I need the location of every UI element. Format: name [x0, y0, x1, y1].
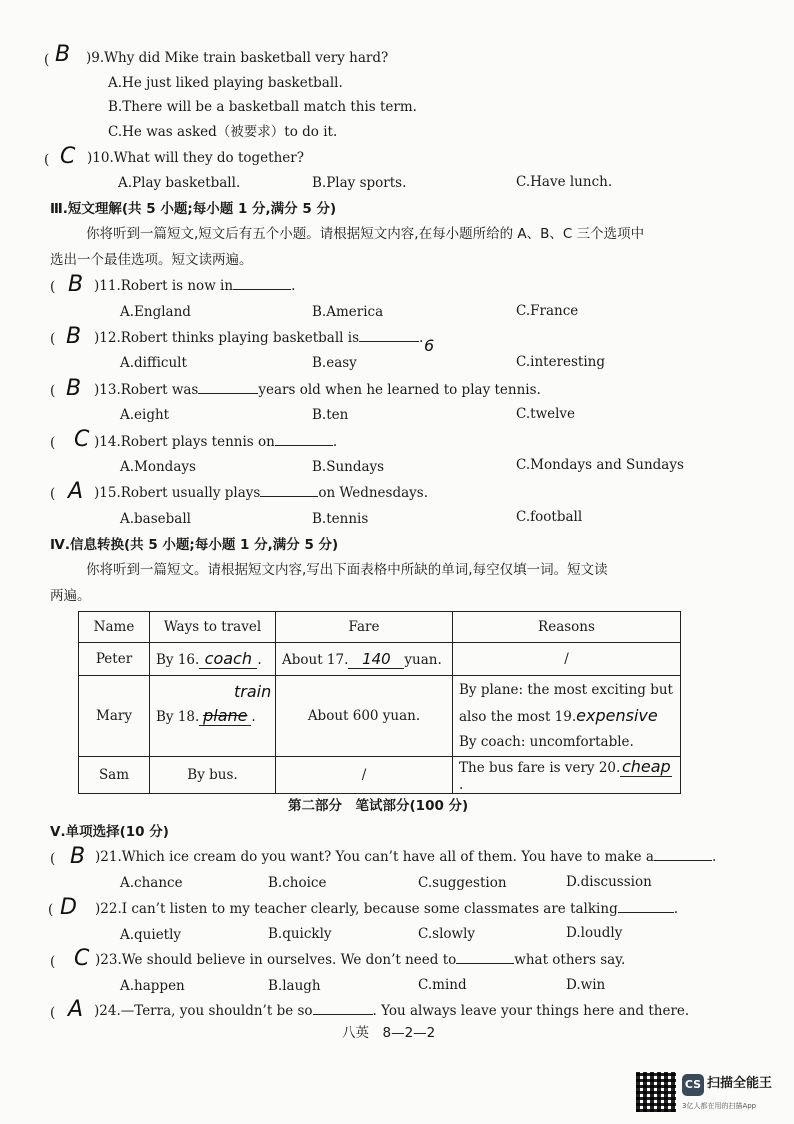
handwritten-answer: B: [66, 376, 82, 401]
option: D.win: [566, 977, 606, 993]
question-stem: [94, 278, 295, 294]
paren: (: [50, 851, 56, 867]
scanner-logo-icon: CS: [682, 1074, 704, 1096]
answer-blank: [313, 1014, 373, 1015]
section-title: Ⅴ.单项选择(10 分): [50, 824, 169, 840]
option: C.France: [516, 303, 579, 319]
stem-text: .: [419, 330, 424, 346]
option: C.He was asked（被要求）to do it.: [108, 124, 338, 140]
cell-text: The bus fare is very 20.: [459, 760, 621, 776]
paren: (: [50, 331, 56, 347]
option: B.tennis: [312, 511, 369, 527]
handwritten-answer: B: [70, 844, 86, 869]
table-row: [79, 643, 681, 676]
stem-text: on Wednesdays.: [318, 485, 428, 501]
question-stem: [94, 485, 428, 501]
paren: (: [48, 902, 54, 918]
option: B.There will be a basketball match this term.: [108, 99, 417, 115]
question-stem: [94, 330, 423, 346]
stem-text: .: [673, 901, 679, 917]
paren: (: [50, 954, 56, 970]
header-cell: Ways to travel: [150, 612, 276, 643]
option: D.discussion: [566, 874, 652, 890]
question-stem: [95, 952, 625, 968]
paren: (: [50, 279, 56, 295]
info-table: [78, 611, 681, 794]
option: B.America: [312, 304, 384, 320]
answer-blank: [654, 860, 712, 861]
question-stem: [94, 434, 337, 450]
reason-line: [459, 703, 674, 730]
option: C.interesting: [516, 354, 606, 370]
name-cell: Sam: [79, 757, 150, 794]
option: A.Mondays: [120, 459, 196, 475]
answer-blank: [260, 496, 318, 497]
reason-cell: The bus fare is very 20. cheap.: [453, 757, 681, 794]
option: D.loudly: [566, 925, 623, 941]
option: A.quietly: [120, 927, 182, 943]
reason-line: By coach: uncomfortable.: [459, 733, 634, 750]
reason-cell: [453, 676, 681, 757]
header-cell: Reasons: [453, 612, 681, 643]
margin-note: 6: [424, 336, 435, 355]
cell-text: By 18.: [156, 709, 200, 725]
handwritten-answer: A: [68, 479, 84, 504]
instructions: 两遍。: [50, 588, 91, 604]
way-cell: By 16. coach .: [150, 643, 276, 676]
question-stem: )10.What will they do together?: [87, 150, 304, 166]
table-header-row: [79, 612, 681, 643]
cell-text: By 16.: [156, 652, 200, 668]
option: A.happen: [120, 978, 185, 994]
qr-code-icon: [636, 1072, 676, 1112]
stem-text: )12.Robert thinks playing basketball is: [94, 330, 360, 346]
way-cell: train By 18. plane .: [150, 676, 276, 757]
handwritten-answer: A: [68, 997, 84, 1022]
watermark-name: 扫描全能王: [707, 1076, 773, 1091]
stem-text: )11.Robert is now in: [94, 278, 234, 294]
stem-text: )14.Robert plays tennis on: [94, 434, 275, 450]
option: C.Mondays and Sundays: [516, 457, 684, 473]
part-title: 第二部分 笔试部分(100 分): [288, 798, 469, 814]
handwritten-correction: train: [234, 682, 272, 701]
option: B.quickly: [268, 926, 332, 942]
reason-cell: /: [453, 643, 681, 676]
name-cell: Mary: [79, 676, 150, 757]
answer-blank: [456, 963, 514, 964]
option: A.England: [120, 304, 191, 320]
option: A.chance: [120, 875, 183, 891]
filled-blank: cheap: [621, 757, 671, 776]
stem-text: )13.Robert was: [94, 382, 199, 398]
stem-text: )24.—Terra, you shouldn’t be so: [94, 1003, 313, 1019]
option: B.easy: [312, 355, 357, 371]
handwritten-answer: B: [66, 324, 82, 349]
stem-text: .: [291, 278, 296, 294]
filled-blank: plane: [199, 706, 251, 726]
paren: (: [50, 383, 56, 399]
answer-blank: [275, 445, 333, 446]
stem-text: )15.Robert usually plays: [94, 485, 261, 501]
paren: (: [44, 52, 50, 68]
stem-text: )23.We should believe in ourselves. We don’t need to: [95, 952, 457, 968]
fare-cell: [276, 643, 453, 676]
stem-text: what others say.: [514, 952, 626, 968]
section-title: Ⅲ.短文理解(共 5 小题;每小题 1 分,满分 5 分): [50, 201, 337, 217]
filled-blank: 140: [348, 650, 404, 669]
handwritten-answer: C: [60, 144, 76, 169]
stem-text: .: [711, 849, 717, 865]
option: B.Sundays: [312, 459, 385, 475]
watermark-tagline: 3亿人都在用的扫描App: [682, 1102, 757, 1110]
stem-text: years old when he learned to play tennis.: [258, 382, 541, 398]
option: A.He just liked playing basketball.: [108, 75, 343, 91]
question-stem: [95, 849, 716, 865]
filled-blank: expensive: [576, 705, 658, 725]
header-cell: Name: [79, 612, 150, 643]
name-cell: Peter: [79, 643, 150, 676]
cell-text: also the most 19.: [459, 708, 577, 725]
option: C.twelve: [516, 406, 576, 422]
fare-cell: About 600 yuan.: [276, 676, 453, 757]
stem-text: .: [332, 434, 338, 450]
option: C.slowly: [418, 926, 476, 942]
handwritten-answer: C: [74, 427, 90, 452]
instructions: 选出一个最佳选项。短文读两遍。: [50, 252, 253, 268]
option: C.suggestion: [418, 875, 507, 891]
option: A.difficult: [120, 355, 187, 371]
question-stem: [94, 1003, 689, 1019]
cell-text: yuan.: [404, 651, 442, 668]
option: B.Play sports.: [312, 175, 407, 191]
option: C.Have lunch.: [516, 174, 613, 190]
option: B.ten: [312, 407, 349, 423]
header-cell: Fare: [276, 612, 453, 643]
stem-text: )22.I can’t listen to my teacher clearly, because some classmates are talking: [95, 901, 618, 917]
fare-cell: /: [276, 757, 453, 794]
question-stem: [95, 901, 678, 917]
reason-line: By plane: the most exciting but: [459, 681, 673, 698]
option: B.choice: [268, 875, 327, 891]
option: C.football: [516, 509, 583, 525]
page-footer: 八英 8—2—2: [342, 1025, 436, 1041]
option: A.eight: [120, 407, 170, 423]
handwritten-answer: B: [68, 272, 84, 297]
handwritten-answer: D: [60, 895, 77, 920]
instructions: 你将听到一篇短文,短文后有五个小题。请根据短文内容,在每小题所给的 A、B、C 三个选项中: [86, 226, 645, 242]
option: A.baseball: [120, 511, 191, 527]
table-row: [79, 676, 681, 757]
table-row: [79, 757, 681, 794]
filled-blank: coach: [199, 649, 257, 669]
way-cell: By bus.: [150, 757, 276, 794]
answer-blank: [359, 341, 419, 342]
answer-blank: [198, 393, 258, 394]
question-stem: )9.Why did Mike train basketball very hard?: [86, 50, 389, 66]
paren: (: [50, 486, 56, 502]
paren: (: [50, 1005, 56, 1021]
stem-text: )21.Which ice cream do you want? You can’t have all of them. You have to make a: [95, 849, 654, 865]
handwritten-answer: B: [55, 42, 71, 67]
paren: (: [44, 152, 50, 168]
instructions: 你将听到一篇短文。请根据短文内容,写出下面表格中所缺的单词,每空仅填一词。短文读: [86, 562, 608, 578]
stem-text: . You always leave your things here and there.: [372, 1003, 690, 1019]
paren: (: [50, 435, 56, 451]
handwritten-answer: C: [74, 946, 90, 971]
option: A.Play basketball.: [118, 175, 241, 191]
question-stem: [94, 382, 541, 398]
option: C.mind: [418, 977, 467, 993]
section-title: Ⅳ.信息转换(共 5 小题;每小题 1 分,满分 5 分): [50, 537, 339, 553]
answer-blank: [618, 912, 674, 913]
cell-text: About 17.: [282, 651, 349, 668]
option: B.laugh: [268, 978, 321, 994]
answer-blank: [233, 289, 291, 290]
